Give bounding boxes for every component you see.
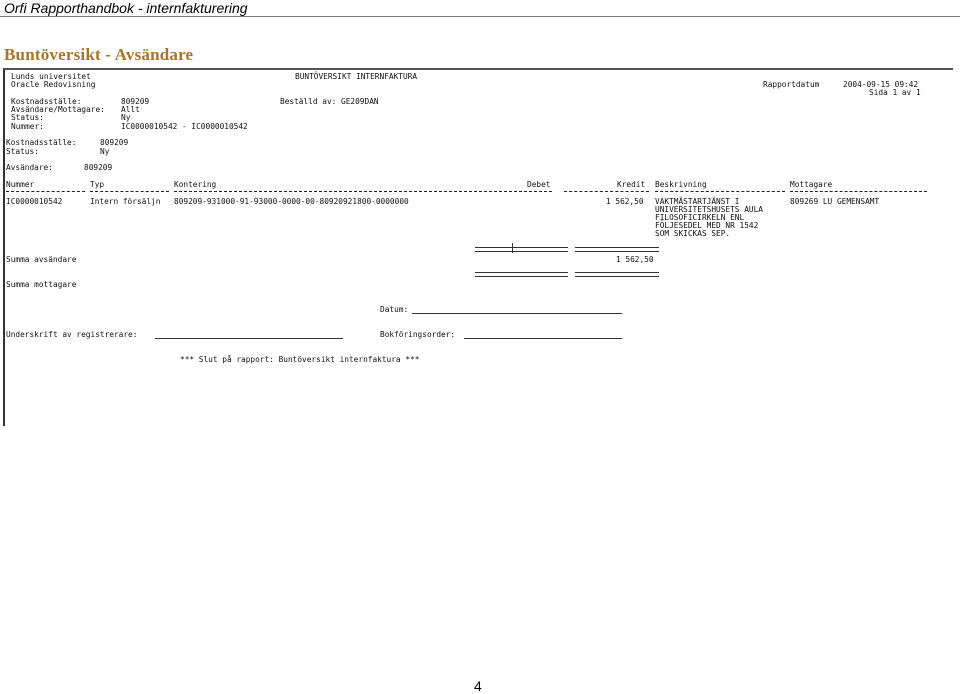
col-header-typ: Typ (90, 180, 105, 189)
avs-mott-value: Allt (121, 105, 140, 114)
avs-mott-label: Avsändare/Mottagare: (11, 105, 105, 114)
status2-value: Ny (100, 147, 110, 156)
status-value: Ny (121, 113, 131, 122)
col-rule-nummer (6, 191, 85, 192)
kst2-value: 809209 (100, 138, 129, 147)
org-line-1: Lunds universitet (11, 72, 91, 81)
status-label: Status: (11, 113, 44, 122)
nummer-label: Nummer: (11, 122, 44, 131)
sum-rule-kredit-top (575, 247, 659, 252)
row-kontering: 809209-931000-91-93000-0000-00-80920921800-0000000 (174, 197, 409, 206)
col-rule-kontering (174, 191, 552, 192)
col-rule-beskrivning (655, 191, 785, 192)
org-line-2: Oracle Redovisning (11, 80, 96, 89)
col-rule-typ (90, 191, 169, 192)
nummer-value: IC0000010542 - IC0000010542 (121, 122, 248, 131)
sum-rule-kredit-bottom (575, 272, 659, 277)
report-screenshot (3, 68, 953, 426)
kst2-label: Kostnadsställe: (6, 138, 77, 147)
kst-value: 809209 (121, 97, 150, 106)
summa-avsandare-label: Summa avsändare (6, 255, 77, 264)
avsandare-label: Avsändare: (6, 163, 53, 172)
summa-mottagare-label: Summa mottagare (6, 280, 77, 289)
row-beskrivning-line-3: FILOSOFICIRKELN ENL (655, 213, 745, 222)
summa-avsandare-kredit: 1 562,50 (616, 255, 654, 264)
page-header: Orfi Rapporthandbok - internfakturering (4, 0, 248, 16)
ordered-by: Beställd av: GE209DAN (280, 97, 379, 106)
kst-label: Kostnadsställe: (11, 97, 82, 106)
header-rule (0, 16, 960, 17)
col-header-kontering: Kontering (174, 180, 217, 189)
col-header-debet: Debet (527, 180, 551, 189)
row-beskrivning-line-1: VAKTMÄSTARTJÄNST I (655, 197, 740, 206)
row-mottagare: 809269 LU GEMENSAMT (790, 197, 880, 206)
status2-label: Status: (6, 147, 39, 156)
bokforingsorder-signature-line (464, 338, 622, 339)
page-indicator: Sida 1 av 1 (869, 88, 921, 97)
row-typ: Intern försäljn (90, 197, 161, 206)
report-date-label: Rapportdatum (763, 80, 820, 89)
col-header-mottagare: Mottagare (790, 180, 833, 189)
cursor-mark (512, 243, 513, 253)
row-kredit: 1 562,50 (606, 197, 644, 206)
col-rule-kredit (564, 191, 649, 192)
report-date-value: 2004-09-15 09:42 (843, 80, 919, 89)
row-nummer: IC0000010542 (6, 197, 63, 206)
col-header-nummer: Nummer (6, 180, 35, 189)
avsandare-value: 809209 (84, 163, 113, 172)
bokforingsorder-label: Bokföringsorder: (380, 330, 456, 339)
end-of-report-text: *** Slut på rapport: Buntöversikt internfaktura *** (180, 355, 420, 364)
sum-rule-debet-top (475, 247, 568, 252)
row-beskrivning-line-4: FÖLJESEDEL MED NR 1542 (655, 221, 759, 230)
report-title: BUNTÖVERSIKT INTERNFAKTURA (295, 72, 418, 81)
col-header-kredit: Kredit (617, 180, 646, 189)
row-beskrivning-line-5: SOM SKICKAS SEP. (655, 229, 731, 238)
datum-signature-line (412, 313, 622, 314)
section-title: Buntöversikt - Avsändare (4, 45, 194, 64)
datum-label: Datum: (380, 305, 409, 314)
underskrift-signature-line (155, 338, 343, 339)
row-beskrivning-line-2: UNIVERSITETSHUSETS AULA (655, 205, 763, 214)
col-rule-mottagare (790, 191, 927, 192)
page-number: 4 (474, 678, 482, 694)
sum-rule-debet-bottom (475, 272, 568, 277)
col-header-beskrivning: Beskrivning (655, 180, 707, 189)
underskrift-label: Underskrift av registrerare: (6, 330, 138, 339)
